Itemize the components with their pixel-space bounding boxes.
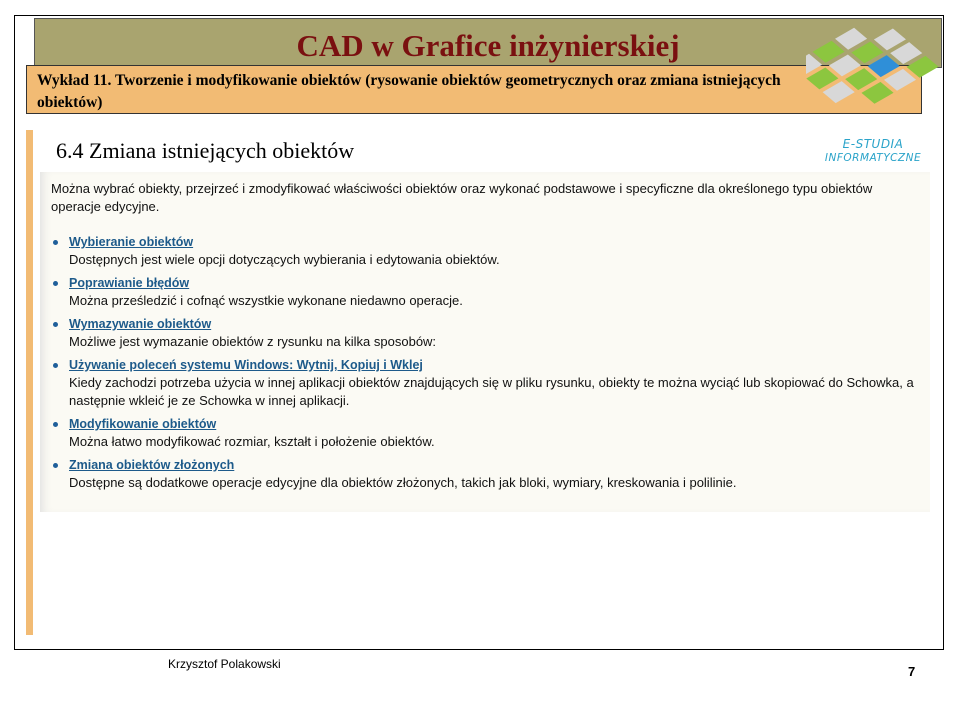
subtitle-bar	[26, 65, 922, 114]
list-item	[51, 457, 931, 492]
list-item	[51, 416, 931, 451]
page-number: 7	[908, 664, 916, 679]
list-item	[51, 275, 931, 310]
bullet-icon	[53, 240, 58, 245]
topic-list	[51, 234, 931, 498]
content-panel	[40, 172, 930, 512]
section-title: 6.4 Zmiana istniejących obiektów	[56, 138, 355, 163]
list-item	[51, 234, 931, 269]
link-wymazywanie-obiektow[interactable]: Wymazywanie obiektów	[69, 317, 212, 331]
link-modyfikowanie-obiektow[interactable]: Modyfikowanie obiektów	[69, 417, 217, 431]
bullet-icon	[53, 463, 58, 468]
item-description: Możliwe jest wymazanie obiektów z rysunku na kilka sposobów:	[69, 334, 437, 349]
link-wybieranie-obiektow[interactable]: Wybieranie obiektów	[69, 235, 194, 249]
list-item	[51, 357, 931, 410]
left-accent-bar	[26, 130, 33, 635]
bullet-icon	[53, 363, 58, 368]
link-polecenia-windows[interactable]: Używanie poleceń systemu Windows: Wytnij, Kopiuj i Wklej	[69, 358, 423, 372]
page-title: CAD w Grafice inżynierskiej	[296, 28, 680, 63]
item-description: Dostępnych jest wiele opcji dotyczących wybierania i edytowania obiektów.	[69, 252, 500, 267]
logo-text	[818, 137, 928, 165]
list-item	[51, 316, 931, 351]
item-description: Dostępne są dodatkowe operacje edycyjne dla obiektów złożonych, takich jak bloki, wymiary, kreskowania i polilinie.	[69, 475, 737, 490]
logo-line-2: INFORMATYCZNE	[824, 152, 922, 164]
intro-paragraph: Można wybrać obiekty, przejrzeć i zmodyfikować właściwości obiektów oraz wykonać podstawowe i specyficzne dla określonego typu obiektów operacje edycyjne.	[51, 181, 873, 214]
author-name: Krzysztof Polakowski	[168, 657, 281, 671]
bullet-icon	[53, 281, 58, 286]
lecture-subtitle: Wykład 11. Tworzenie i modyfikowanie obiektów (rysowanie obiektów geometrycznych oraz zmiana istniejących obiektów)	[37, 72, 781, 111]
item-description: Kiedy zachodzi potrzeba użycia w innej aplikacji obiektów znajdujących się w pliku rysunku, obiekty te można wyciąć lub skopiować do Schowka, a następnie wkleić je ze Schowka w innej aplikacji.	[69, 375, 914, 408]
logo-line-1: E-STUDIA	[842, 137, 904, 151]
bullet-icon	[53, 422, 58, 427]
bullet-icon	[53, 322, 58, 327]
link-obiekty-zlozone[interactable]: Zmiana obiektów złożonych	[69, 458, 235, 472]
item-description: Można prześledzić i cofnąć wszystkie wykonane niedawno operacje.	[69, 293, 463, 308]
item-description: Można łatwo modyfikować rozmiar, kształt i położenie obiektów.	[69, 434, 435, 449]
link-poprawianie-bledow[interactable]: Poprawianie błędów	[69, 276, 190, 290]
